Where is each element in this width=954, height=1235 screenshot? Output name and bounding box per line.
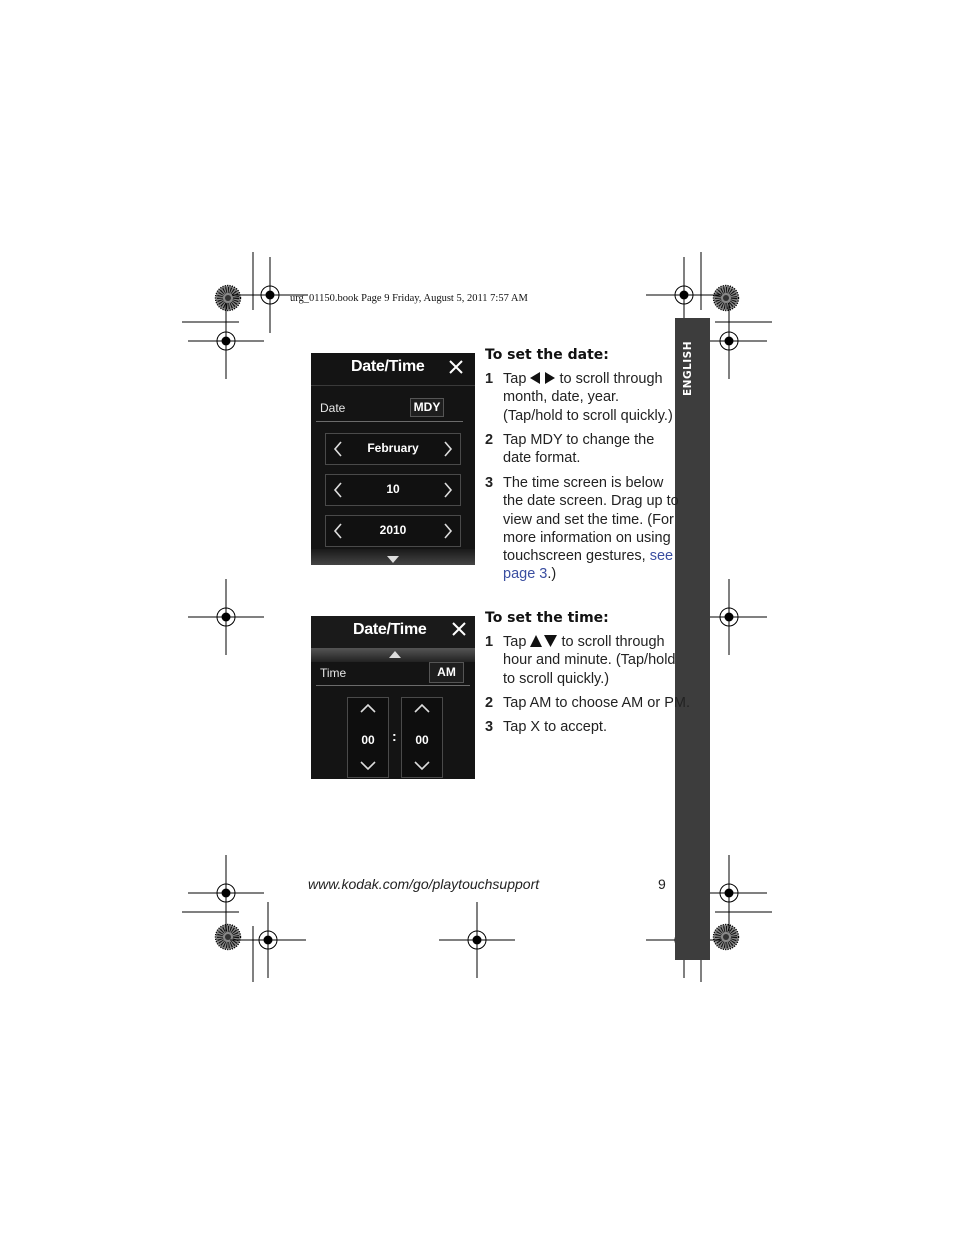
time-separator: :: [392, 728, 397, 744]
registration-mark-icon: [188, 303, 264, 379]
close-icon[interactable]: [450, 620, 468, 638]
set-time-heading: To set the time:: [485, 610, 609, 626]
support-url[interactable]: www.kodak.com/go/playtouchsupport: [308, 876, 540, 892]
chevron-right-icon[interactable]: [443, 523, 453, 539]
ampm-button[interactable]: AM: [429, 662, 464, 683]
page-number: 9: [658, 876, 666, 892]
language-tab-label: ENGLISH: [682, 340, 694, 396]
scroll-down-indicator-icon[interactable]: [387, 556, 399, 563]
starburst-target-icon: [216, 925, 241, 950]
day-value: 10: [386, 482, 400, 496]
chevron-right-icon[interactable]: [443, 482, 453, 498]
month-value: February: [367, 441, 419, 455]
set-date-heading: To set the date:: [485, 347, 609, 363]
chevron-right-icon[interactable]: [443, 441, 453, 457]
chevron-up-icon[interactable]: [414, 703, 430, 713]
registration-mark-icon: [188, 579, 264, 655]
registration-mark-icon: [188, 855, 264, 931]
time-screen-image: [311, 616, 475, 779]
month-spinner[interactable]: [325, 433, 461, 465]
registration-mark-icon: [439, 902, 515, 978]
minute-value: 00: [415, 733, 429, 747]
date-screen-title: Date/Time: [351, 358, 425, 375]
time-label: Time: [320, 666, 347, 680]
date-screen-image: [311, 353, 475, 565]
chevron-down-icon[interactable]: [360, 761, 376, 771]
see-page-3-link[interactable]: see page 3: [503, 548, 674, 583]
scroll-up-indicator-icon[interactable]: [389, 651, 401, 658]
hour-value: 00: [361, 733, 375, 747]
time-screen-title: Date/Time: [353, 621, 427, 638]
starburst-target-icon: [216, 286, 241, 311]
registration-mark-icon: [230, 902, 306, 978]
starburst-target-icon: [714, 925, 739, 950]
chevron-down-icon[interactable]: [414, 761, 430, 771]
date-label: Date: [320, 401, 346, 415]
book-info-header: urg_01150.book Page 9 Friday, August 5, 2011 7:57 AM: [290, 293, 528, 304]
year-spinner[interactable]: [325, 515, 461, 547]
chevron-up-icon[interactable]: [360, 703, 376, 713]
day-spinner[interactable]: [325, 474, 461, 506]
triangle-left-right-icon: [530, 372, 555, 384]
date-format-button[interactable]: MDY: [410, 398, 444, 417]
year-value: 2010: [379, 523, 407, 537]
triangle-up-down-icon: [530, 635, 557, 647]
hour-spinner[interactable]: [347, 697, 389, 778]
starburst-target-icon: [714, 286, 739, 311]
close-icon[interactable]: [447, 358, 465, 376]
minute-spinner[interactable]: [401, 697, 443, 778]
